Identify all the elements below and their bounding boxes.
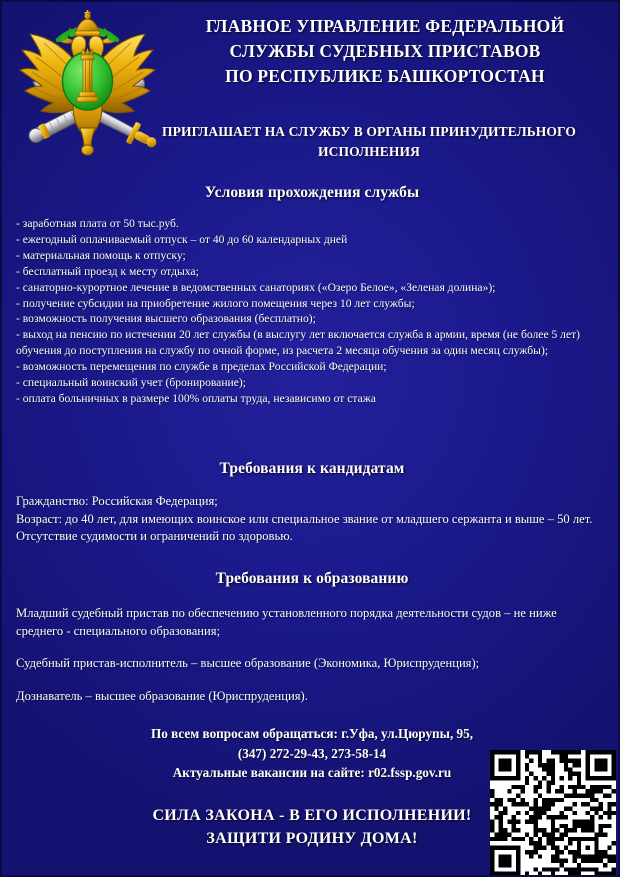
paragraph: Отсутствие судимости и ограничений по здоровью. <box>16 529 293 543</box>
list-item: - специальный воинский учет (бронирование); <box>16 376 246 390</box>
paragraph: Судебный пристав-исполнитель – высшее образование (Экономика, Юриспруденция); <box>16 656 480 670</box>
poster-header <box>2 2 618 177</box>
section-heading-conditions: Условия прохождения службы <box>204 184 420 201</box>
paragraph: Младший судебный пристав по обеспечению установленного порядка деятельности судов – не ниже среднего - специального образования; <box>16 606 557 638</box>
paragraph: Возраст: до 40 лет, для имеющих воинское или специальное звание от младшего сержанта и выше – 50 лет. <box>16 511 593 526</box>
section-candidate-requirements <box>2 460 620 546</box>
list-item: - бесплатный проезд к месту отдыха; <box>16 264 199 278</box>
section-heading-education: Требования к образованию <box>215 570 409 587</box>
organization-title <box>152 14 618 89</box>
list-item: - оплата больничных в размере 100% оплаты труда, независимо от стажа <box>16 391 376 405</box>
section-heading-candidates: Требования к кандидатам <box>219 460 405 477</box>
invite-line-2: ИСПОЛНЕНИЯ <box>318 144 420 159</box>
list-item: - возможность получения высшего образования (бесплатно); <box>16 312 316 326</box>
list-item: - ежегодный оплачиваемый отпуск – от 40 до 60 календарных дней <box>16 232 348 246</box>
list-item: - заработная плата от 50 тыс.руб. <box>16 217 179 230</box>
education-body <box>2 605 620 705</box>
list-item: - выход на пенсию по истечении 20 лет службы (в выслугу лет включается служба в армии, время (не более 5 лет) обучения до поступления на службу по очной форме, из расчета 2 месяца обучения за один месяц службы); <box>16 328 581 358</box>
section-service-conditions <box>2 184 620 407</box>
invitation-subtitle <box>120 122 618 162</box>
qr-code[interactable] <box>490 750 616 876</box>
paragraph: Дознаватель – высшее образование (Юриспруденция). <box>16 688 308 703</box>
slogan-line-1: СИЛА ЗАКОНА - В ЕГО ИСПОЛНЕНИИ! <box>152 807 472 824</box>
org-title-line-3: ПО РЕСПУБЛИКЕ БАШКОРТОСТАН <box>225 66 545 86</box>
contact-phone: (347) 272-29-43, 273-58-14 <box>237 745 387 761</box>
list-item: - возможность перемещения по службе в пределах Российской Федерации; <box>16 360 387 374</box>
org-title-line-1: ГЛАВНОЕ УПРАВЛЕНИЕ ФЕДЕРАЛЬНОЙ <box>205 16 565 36</box>
list-item: - материальная помощь к отпуску; <box>16 248 186 262</box>
paragraph: Гражданство: Российская Федерация; <box>16 494 218 508</box>
list-item: - получение субсидии на приобретение жилого помещения через 10 лет службы; <box>16 296 415 310</box>
contact-website: Актуальные вакансии на сайте: r02.fssp.gov.ru <box>172 765 452 780</box>
invite-line-1: ПРИГЛАШАЕТ НА СЛУЖБУ В ОРГАНЫ ПРИНУДИТЕЛЬНОГО <box>162 124 576 139</box>
candidates-body <box>2 493 620 546</box>
list-item: - санаторно-курортное лечение в ведомственных санаториях («Озеро Белое», «Зеленая долина»); <box>16 280 496 294</box>
conditions-list <box>2 216 620 407</box>
slogan-line-2: ЗАЩИТИ РОДИНУ ДОМА! <box>206 830 418 847</box>
org-title-line-2: СЛУЖБЫ СУДЕБНЫХ ПРИСТАВОВ <box>229 41 541 61</box>
contact-address: По всем вопросам обращаться: г.Уфа, ул.Цюрупы, 95, <box>150 726 474 741</box>
section-education-requirements <box>2 570 620 705</box>
